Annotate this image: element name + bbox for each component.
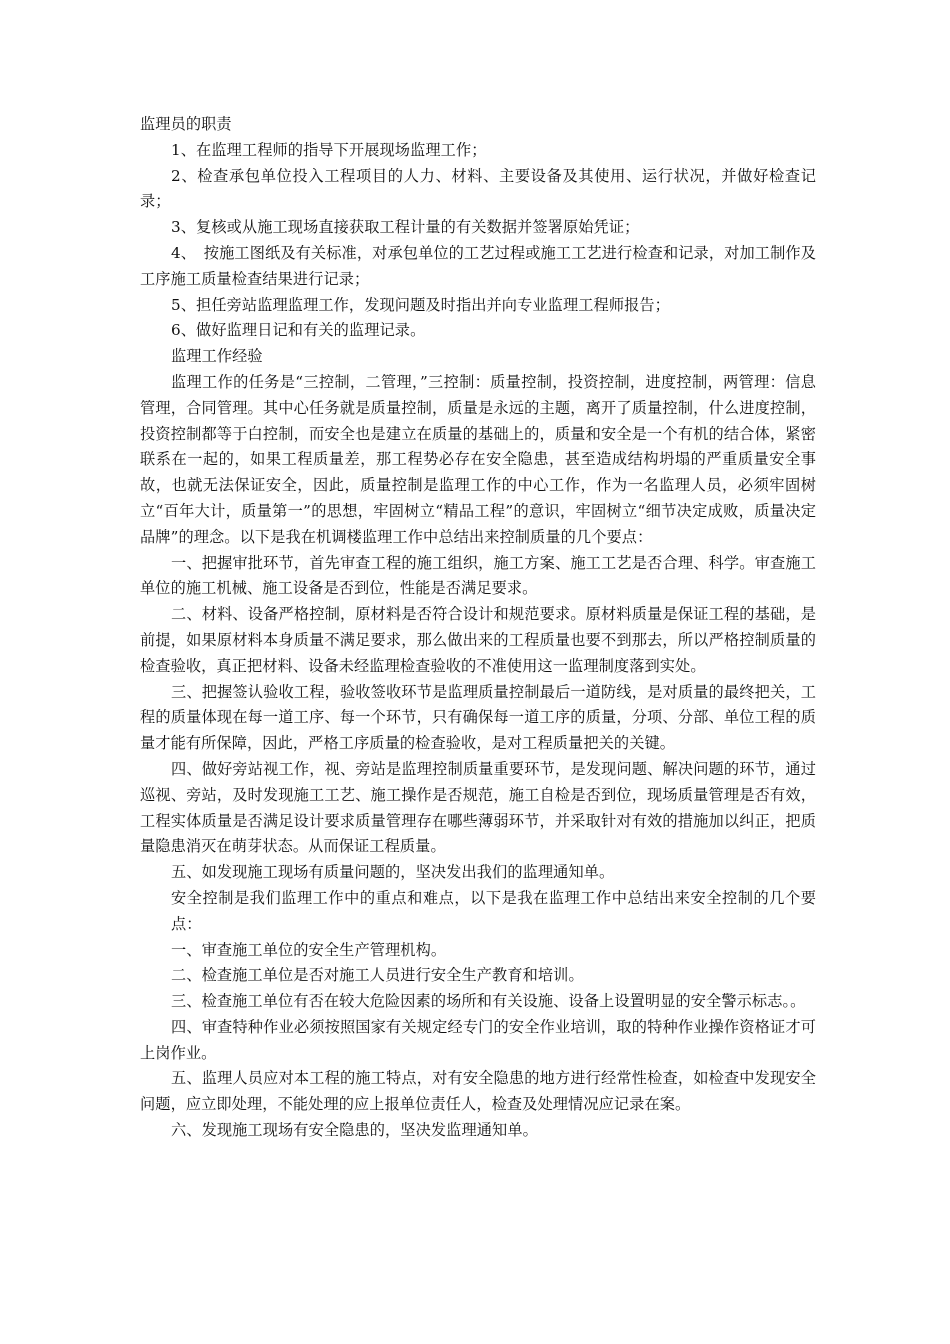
quality-point-3: 三、把握签认验收工程，验收签收环节是监理质量控制最后一道防线，是对质量的最终把关，工程的质量体现在每一道工序、每一个环节，只有确保每一道工序的质量，分项、分部、单位工程的质量才能有所保障，因此，严格工序质量的检查验收，是对工程质量把关的关键。 [140, 682, 816, 753]
duty-item-1: 1、在监理工程师的指导下开展现场监理工作； [171, 140, 487, 159]
safety-point-2: 二、检查施工单位是否对施工人员进行安全生产教育和培训。 [171, 966, 584, 985]
duty-item-6: 6、做好监理日记和有关的监理记录。 [171, 321, 426, 340]
duty-item-5: 5、担任旁站监理监理工作，发现问题及时指出并向专业监理工程师报告； [171, 295, 670, 314]
duty-item-2: 2、检查承包单位投入工程项目的人力、材料、主要设备及其使用、运行状况，并做好检查记录； [140, 166, 816, 211]
duty-item-3: 3、复核或从施工现场直接获取工程计量的有关数据并签署原始凭证； [171, 218, 640, 237]
safety-point-6: 六、发现施工现场有安全隐患的，坚决发监理通知单。 [171, 1121, 538, 1140]
quality-point-2: 二、材料、设备严格控制，原材料是否符合设计和规范要求。原材料质量是保证工程的基础，是前提，如果原材料本身质量不满足要求，那么做出来的工程质量也要不到那去，所以严格控制质量的检查验收，真正把材料、设备未经监理检查验收的不准使用这一监理制度落到实处。 [140, 605, 816, 675]
document-title: 监理员的职责 [140, 115, 232, 133]
safety-point-3: 三、检查施工单位有否在较大危险因素的场所和有关设施、设备上设置明显的安全警示标志。。 [171, 992, 806, 1011]
safety-intro: 安全控制是我们监理工作中的重点和难点，以下是我在监理工作中总结出来安全控制的几个要点： [171, 888, 816, 933]
safety-point-4: 四、审查特种作业必须按照国家有关规定经专门的安全作业培训，取的特种作业操作资格证才可上岗作业。 [140, 1017, 816, 1062]
quality-point-4: 四、做好旁站视工作，视、旁站是监理控制质量重要环节，是发现问题、解决问题的环节，通过巡视、旁站，及时发现施工工艺、施工操作是否规范，施工自检是否到位，现场质量管理是否有效，工程实体质量是否满足设计要求质量管理存在哪些薄弱环节，并采取针对有效的措施加以纠正，把质量隐患消灭在萌芽状态。从而保证工程质量。 [140, 759, 816, 856]
safety-point-5: 五、监理人员应对本工程的施工特点，对有安全隐患的地方进行经常性检查，如检查中发现安全问题，应立即处理，不能处理的应上报单位责任人，检查及处理情况应记录在案。 [140, 1069, 816, 1114]
safety-point-1: 一、审查施工单位的安全生产管理机构。 [171, 940, 447, 959]
duty-item-4: 4、 按施工图纸及有关标准，对承包单位的工艺过程或施工工艺进行检查和记录，对加工制作及工序施工质量检查结果进行记录； [140, 243, 816, 288]
document-page [140, 112, 816, 1144]
experience-intro: 监理工作的任务是“三控制，二管理，”三控制：质量控制，投资控制，进度控制，两管理：信息管理，合同管理。其中心任务就是质量控制，质量是永远的主题，离开了质量控制，什么进度控制，投资控制都等于白控制，而安全也是建立在质量的基础上的，质量和安全是一个有机的结合体，紧密联系在一起的，如果工程质量差，那工程势必存在安全隐患，甚至造成结构坍塌的严重质量安全事故，也就无法保证安全，因此，质量控制是监理工作的中心工作，作为一名监理人员，必须牢固树立“百年大计，质量第一”的思想，牢固树立“精品工程”的意识，牢固树立“细节决定成败，质量决定品牌”的理念。以下是我在机调楼监理工作中总结出来控制质量的几个要点： [140, 372, 816, 546]
quality-point-5: 五、如发现施工现场有质量问题的，坚决发出我们的监理通知单。 [171, 863, 615, 882]
quality-point-1: 一、把握审批环节，首先审查工程的施工组织，施工方案、施工工艺是否合理、科学。审查施工单位的施工机械、施工设备是否到位，性能是否满足要求。 [140, 553, 816, 598]
experience-heading: 监理工作经验 [171, 347, 263, 366]
